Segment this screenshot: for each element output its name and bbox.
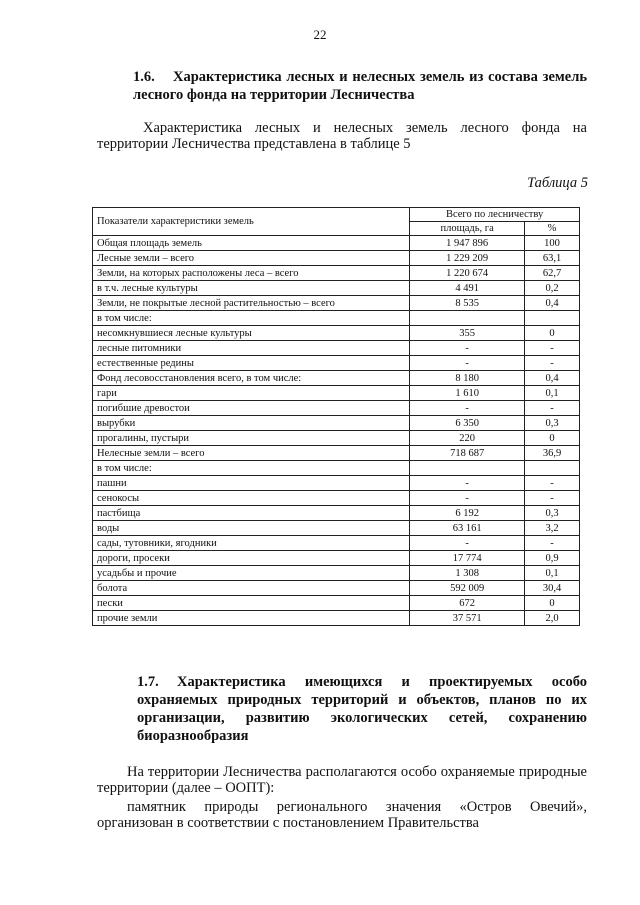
section-1-6-heading xyxy=(97,68,587,104)
row-name-cell: пашни xyxy=(93,476,410,491)
row-area-cell: - xyxy=(410,401,525,416)
section-1-7-title: Характеристика имеющихся и проектируемых особо охраняемых природных территорий и объектов, планов по их организации, развитию экологических сетей, сохранению биоразнообразия xyxy=(137,674,587,744)
table-row xyxy=(93,371,580,386)
table-row xyxy=(93,386,580,401)
row-percent-cell: - xyxy=(525,536,580,551)
table-row xyxy=(93,491,580,506)
row-percent-cell: 0,2 xyxy=(525,281,580,296)
row-percent-cell: 0,1 xyxy=(525,386,580,401)
row-name-cell: прогалины, пустыри xyxy=(93,431,410,446)
table-row xyxy=(93,416,580,431)
row-area-cell: 6 192 xyxy=(410,506,525,521)
page-number: 22 xyxy=(313,27,327,42)
row-name-cell: Земли, на которых расположены леса – всего xyxy=(93,266,410,281)
table-row xyxy=(93,581,580,596)
row-percent-cell: 0,3 xyxy=(525,416,580,431)
row-percent-cell: 0,4 xyxy=(525,296,580,311)
row-percent-cell: - xyxy=(525,491,580,506)
table-row xyxy=(93,311,580,326)
table-row xyxy=(93,566,580,581)
row-percent-cell xyxy=(525,311,580,326)
row-area-cell: - xyxy=(410,476,525,491)
row-area-cell: 1 308 xyxy=(410,566,525,581)
header-percent: % xyxy=(525,222,580,236)
row-area-cell: 592 009 xyxy=(410,581,525,596)
row-percent-cell: 36,9 xyxy=(525,446,580,461)
row-area-cell xyxy=(410,311,525,326)
row-name-cell: гари xyxy=(93,386,410,401)
table-row xyxy=(93,461,580,476)
row-area-cell: - xyxy=(410,536,525,551)
row-name-cell: прочие земли xyxy=(93,611,410,626)
row-percent-cell: 62,7 xyxy=(525,266,580,281)
table-row xyxy=(93,281,580,296)
row-area-cell: 1 610 xyxy=(410,386,525,401)
table-row xyxy=(93,251,580,266)
oopt-intro-paragraph: На территории Лесничества располагаются особо охраняемые природные территории (далее – ООПТ): xyxy=(97,764,587,796)
table-row xyxy=(93,431,580,446)
table-row xyxy=(93,596,580,611)
row-percent-cell: - xyxy=(525,401,580,416)
row-name-cell: воды xyxy=(93,521,410,536)
section-1-6-title: Характеристика лесных и нелесных земель из состава земель лесного фонда на территории Лесничества xyxy=(133,69,587,103)
row-name-cell: в том числе: xyxy=(93,461,410,476)
table-row xyxy=(93,446,580,461)
nature-monument-paragraph: памятник природы регионального значения «Остров Овечий», организован в соответствии с постановлением Правительства xyxy=(97,799,587,831)
row-area-cell: 17 774 xyxy=(410,551,525,566)
row-area-cell: 6 350 xyxy=(410,416,525,431)
row-area-cell xyxy=(410,461,525,476)
table-row xyxy=(93,266,580,281)
row-area-cell: 355 xyxy=(410,326,525,341)
row-percent-cell: 0,3 xyxy=(525,506,580,521)
row-percent-cell: - xyxy=(525,356,580,371)
row-percent-cell: 0 xyxy=(525,431,580,446)
table-row xyxy=(93,341,580,356)
row-area-cell: - xyxy=(410,341,525,356)
row-percent-cell: 100 xyxy=(525,236,580,251)
row-percent-cell: 0,1 xyxy=(525,566,580,581)
table-row xyxy=(93,296,580,311)
row-name-cell: вырубки xyxy=(93,416,410,431)
row-percent-cell xyxy=(525,461,580,476)
table-row xyxy=(93,521,580,536)
row-area-cell: 63 161 xyxy=(410,521,525,536)
row-area-cell: - xyxy=(410,491,525,506)
row-name-cell: усадьбы и прочие xyxy=(93,566,410,581)
row-area-cell: 1 947 896 xyxy=(410,236,525,251)
table-row xyxy=(93,356,580,371)
table-row xyxy=(93,401,580,416)
section-1-7-heading xyxy=(97,673,587,745)
table-row xyxy=(93,536,580,551)
row-name-cell: Фонд лесовосстановления всего, в том числе: xyxy=(93,371,410,386)
row-name-cell: в том числе: xyxy=(93,311,410,326)
row-name-cell: сенокосы xyxy=(93,491,410,506)
row-name-cell: Нелесные земли – всего xyxy=(93,446,410,461)
table-intro-paragraph: Характеристика лесных и нелесных земель лесного фонда на территории Лесничества представлена в таблице 5 xyxy=(97,120,587,152)
row-percent-cell: 0,4 xyxy=(525,371,580,386)
row-name-cell: пески xyxy=(93,596,410,611)
section-1-7-number: 1.7. xyxy=(137,674,159,690)
row-name-cell: лесные питомники xyxy=(93,341,410,356)
table-caption: Таблица 5 xyxy=(527,175,588,191)
row-area-cell: 1 229 209 xyxy=(410,251,525,266)
header-area: площадь, га xyxy=(410,222,525,236)
header-indicator: Показатели характеристики земель xyxy=(93,208,410,236)
row-name-cell: Лесные земли – всего xyxy=(93,251,410,266)
row-area-cell: - xyxy=(410,356,525,371)
row-percent-cell: - xyxy=(525,341,580,356)
table-row xyxy=(93,476,580,491)
row-percent-cell: 63,1 xyxy=(525,251,580,266)
table-row xyxy=(93,236,580,251)
row-percent-cell: 0 xyxy=(525,596,580,611)
row-percent-cell: 30,4 xyxy=(525,581,580,596)
row-name-cell: Земли, не покрытые лесной растительностью – всего xyxy=(93,296,410,311)
row-area-cell: 718 687 xyxy=(410,446,525,461)
table-row xyxy=(93,326,580,341)
row-name-cell: в т.ч. лесные культуры xyxy=(93,281,410,296)
table-row xyxy=(93,611,580,626)
row-percent-cell: - xyxy=(525,476,580,491)
row-area-cell: 4 491 xyxy=(410,281,525,296)
row-name-cell: болота xyxy=(93,581,410,596)
row-area-cell: 8 180 xyxy=(410,371,525,386)
row-name-cell: Общая площадь земель xyxy=(93,236,410,251)
row-name-cell: сады, тутовники, ягодники xyxy=(93,536,410,551)
row-percent-cell: 0 xyxy=(525,326,580,341)
row-name-cell: пастбища xyxy=(93,506,410,521)
land-characteristics-table xyxy=(92,207,580,626)
row-area-cell: 8 535 xyxy=(410,296,525,311)
table-row xyxy=(93,506,580,521)
row-name-cell: несомкнувшиеся лесные культуры xyxy=(93,326,410,341)
table-row xyxy=(93,551,580,566)
row-percent-cell: 3,2 xyxy=(525,521,580,536)
table-body xyxy=(93,236,580,626)
row-percent-cell: 0,9 xyxy=(525,551,580,566)
row-name-cell: естественные редины xyxy=(93,356,410,371)
row-name-cell: дороги, просеки xyxy=(93,551,410,566)
row-area-cell: 672 xyxy=(410,596,525,611)
row-area-cell: 37 571 xyxy=(410,611,525,626)
row-percent-cell: 2,0 xyxy=(525,611,580,626)
row-area-cell: 220 xyxy=(410,431,525,446)
section-1-6-number: 1.6. xyxy=(133,69,155,85)
row-area-cell: 1 220 674 xyxy=(410,266,525,281)
header-total: Всего по лесничеству xyxy=(410,208,580,222)
row-name-cell: погибшие древостои xyxy=(93,401,410,416)
